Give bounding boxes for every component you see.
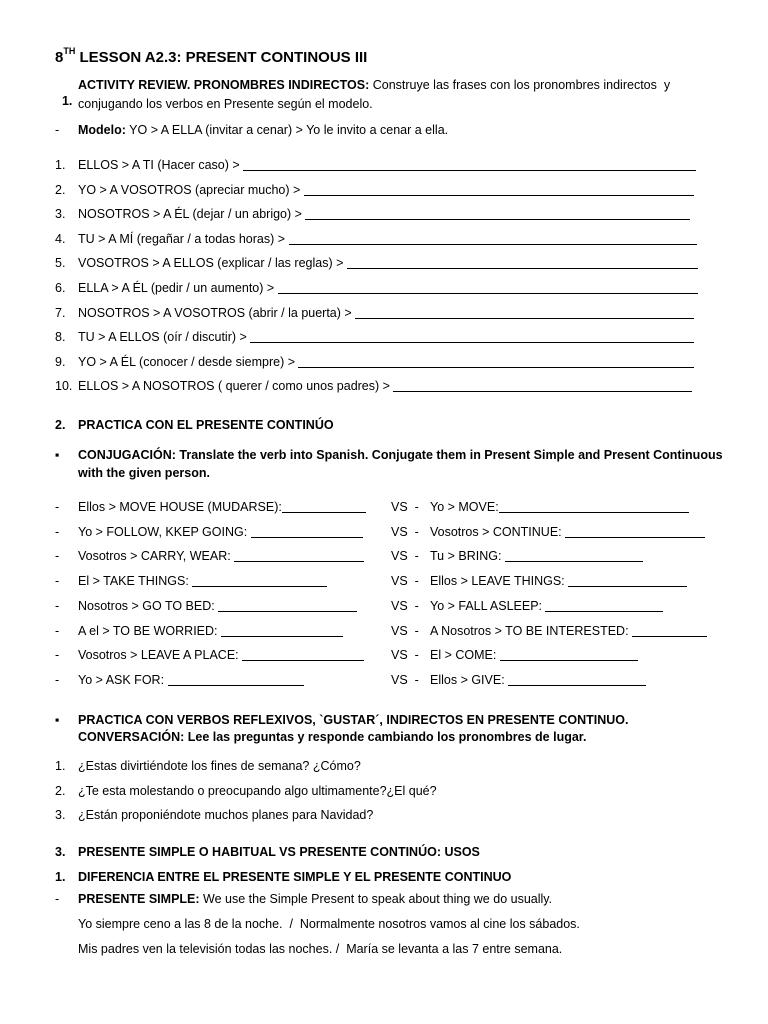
bullet-icon: ▪ [55,713,60,727]
answer-blank[interactable] [568,586,687,587]
conjugation-left-prompt: El > TAKE THINGS: [78,574,193,589]
answer-blank[interactable] [347,268,698,269]
vs-label: VS - [391,574,419,589]
answer-blank[interactable] [305,219,690,220]
answer-blank[interactable] [278,293,698,294]
question-number: 2. [55,783,66,798]
item-number: 2. [55,182,66,197]
answer-blank[interactable] [499,512,689,513]
conjugation-right-prompt: A Nosotros > TO BE INTERESTED: [430,623,633,638]
conjugation-right-prompt: Vosotros > CONTINUE: [430,524,566,539]
item-number: 5. [55,256,66,271]
item-prompt: ELLOS > A NOSOTROS ( querer / como unos padres) > [78,379,394,394]
model-example: Modelo: YO > A ELLA (invitar a cenar) > Yo le invito a cenar a ella. [78,123,449,137]
question-text: ¿Te esta molestando o preocupando algo ultimamente?¿El qué? [78,783,437,798]
vs-label: VS - [391,648,419,663]
row-dash: - [55,598,60,613]
conjugation-instructions-line2: with the given person. [78,466,210,480]
conjugation-left-prompt: Vosotros > CARRY, WEAR: [78,549,235,564]
item-prompt: NOSOTROS > A ÉL (dejar / un abrigo) > [78,207,306,222]
section-2-number: 2. [55,418,66,432]
section-1-instructions: ACTIVITY REVIEW. PRONOMBRES INDIRECTOS: Construye las frases con los pronombres indirectos y [78,78,671,92]
item-number: 6. [55,281,66,295]
item-number: 10. [55,379,73,394]
answer-blank[interactable] [304,195,694,196]
answer-blank[interactable] [289,244,697,245]
conjugation-left-prompt: Yo > FOLLOW, KKEP GOING: [78,524,251,539]
section-1-instructions-line2: conjugando los verbos en Presente según el modelo. [78,97,373,111]
answer-blank[interactable] [545,611,663,612]
conjugation-left-prompt: Nosotros > GO TO BED: [78,598,219,613]
reflexive-heading: PRACTICA CON VERBOS REFLEXIVOS, `GUSTAR´, INDIRECTOS EN PRESENTE CONTINUO. [78,713,629,727]
answer-blank[interactable] [393,391,692,392]
vs-label: VS - [391,549,419,564]
question-number: 1. [55,759,66,773]
answer-blank[interactable] [218,611,357,612]
row-dash: - [55,672,60,687]
item-number: 3. [55,207,66,222]
conjugation-right-prompt: El > COME: [430,648,500,663]
item-number: 7. [55,305,66,320]
question-text: ¿Estas divirtiéndote los fines de semana? ¿Cómo? [78,759,361,773]
row-dash: - [55,549,60,564]
answer-blank[interactable] [565,537,705,538]
conjugation-instructions: CONJUGACIÓN: Translate the verb into Spanish. Conjugate them in Present Simple and Present Continuous [78,448,723,462]
section-3-number: 3. [55,845,66,859]
vs-label: VS - [391,672,419,687]
answer-blank[interactable] [234,561,364,562]
answer-blank[interactable] [251,537,363,538]
conjugation-left-prompt: A el > TO BE WORRIED: [78,623,221,638]
item-prompt: ELLA > A ÉL (pedir / un aumento) > [78,281,278,295]
item-number: 9. [55,354,66,369]
conjugation-right-prompt: Yo > MOVE: [430,500,499,514]
example-line-1: Yo siempre ceno a las 8 de la noche. / Normalmente nosotros vamos al cine los sábados. [78,917,580,931]
conjugation-right-prompt: Ellos > GIVE: [430,672,509,687]
subsection-number: 1. [55,870,66,884]
answer-blank[interactable] [282,512,366,513]
vs-label: VS - [391,524,419,539]
item-prompt: YO > A VOSOTROS (apreciar mucho) > [78,182,304,197]
conjugation-left-prompt: Ellos > MOVE HOUSE (MUDARSE): [78,500,282,514]
row-dash: - [55,574,60,589]
page-title: 8TH LESSON A2.3: PRESENT CONTINOUS III [55,46,368,66]
subsection-heading: DIFERENCIA ENTRE EL PRESENTE SIMPLE Y EL PRESENTE CONTINUO [78,870,512,884]
row-dash: - [55,500,60,514]
answer-blank[interactable] [355,318,694,319]
item-prompt: NOSOTROS > A VOSOTROS (abrir / la puerta) > [78,305,356,320]
row-dash: - [55,648,60,663]
answer-blank[interactable] [221,636,343,637]
answer-blank[interactable] [298,367,694,368]
item-number: 1. [55,158,66,172]
conjugation-left-prompt: Vosotros > LEAVE A PLACE: [78,648,243,663]
answer-blank[interactable] [500,660,638,661]
present-simple-definition: PRESENTE SIMPLE: We use the Simple Present to speak about thing we do usually. [78,892,553,906]
question-text: ¿Están proponiéndote muchos planes para Navidad? [78,808,374,822]
conjugation-left-prompt: Yo > ASK FOR: [78,672,168,687]
conjugation-right-prompt: Ellos > LEAVE THINGS: [430,574,569,589]
section-1-header: 1. [61,94,73,108]
answer-blank[interactable] [168,685,304,686]
answer-blank[interactable] [505,561,643,562]
row-dash: - [55,524,60,539]
conjugation-right-prompt: Tu > BRING: [430,549,505,564]
answer-blank[interactable] [192,586,327,587]
question-number: 3. [55,808,66,822]
answer-blank[interactable] [508,685,646,686]
conversation-instructions: CONVERSACIÓN: Lee las preguntas y responde cambiando los pronombres de lugar. [78,730,587,744]
answer-blank[interactable] [632,636,707,637]
item-prompt: TU > A MÍ (regañar / a todas horas) > [78,231,289,246]
answer-blank[interactable] [243,170,696,171]
conjugation-right-prompt: Yo > FALL ASLEEP: [430,598,546,613]
item-prompt: YO > A ÉL (conocer / desde siempre) > [78,354,299,369]
item-prompt: VOSOTROS > A ELLOS (explicar / las reglas) > [78,256,347,271]
present-simple-dash: - [55,892,60,906]
item-prompt: TU > A ELLOS (oír / discutir) > [78,330,251,345]
item-number: 4. [55,231,66,246]
row-dash: - [55,623,60,638]
answer-blank[interactable] [242,660,364,661]
vs-label: VS - [391,500,419,514]
model-dash: - [55,123,60,137]
bullet-icon: ▪ [55,448,60,462]
answer-blank[interactable] [250,342,694,343]
example-line-2: Mis padres ven la televisión todas las noches. / María se levanta a las 7 entre semana. [78,942,563,956]
vs-label: VS - [391,598,419,613]
section-3-heading: PRESENTE SIMPLE O HABITUAL VS PRESENTE CONTINÚO: USOS [78,845,480,859]
vs-label: VS - [391,623,419,638]
item-number: 8. [55,330,66,345]
item-prompt: ELLOS > A TI (Hacer caso) > [78,158,244,172]
section-2-heading: PRACTICA CON EL PRESENTE CONTINÚO [78,418,334,432]
